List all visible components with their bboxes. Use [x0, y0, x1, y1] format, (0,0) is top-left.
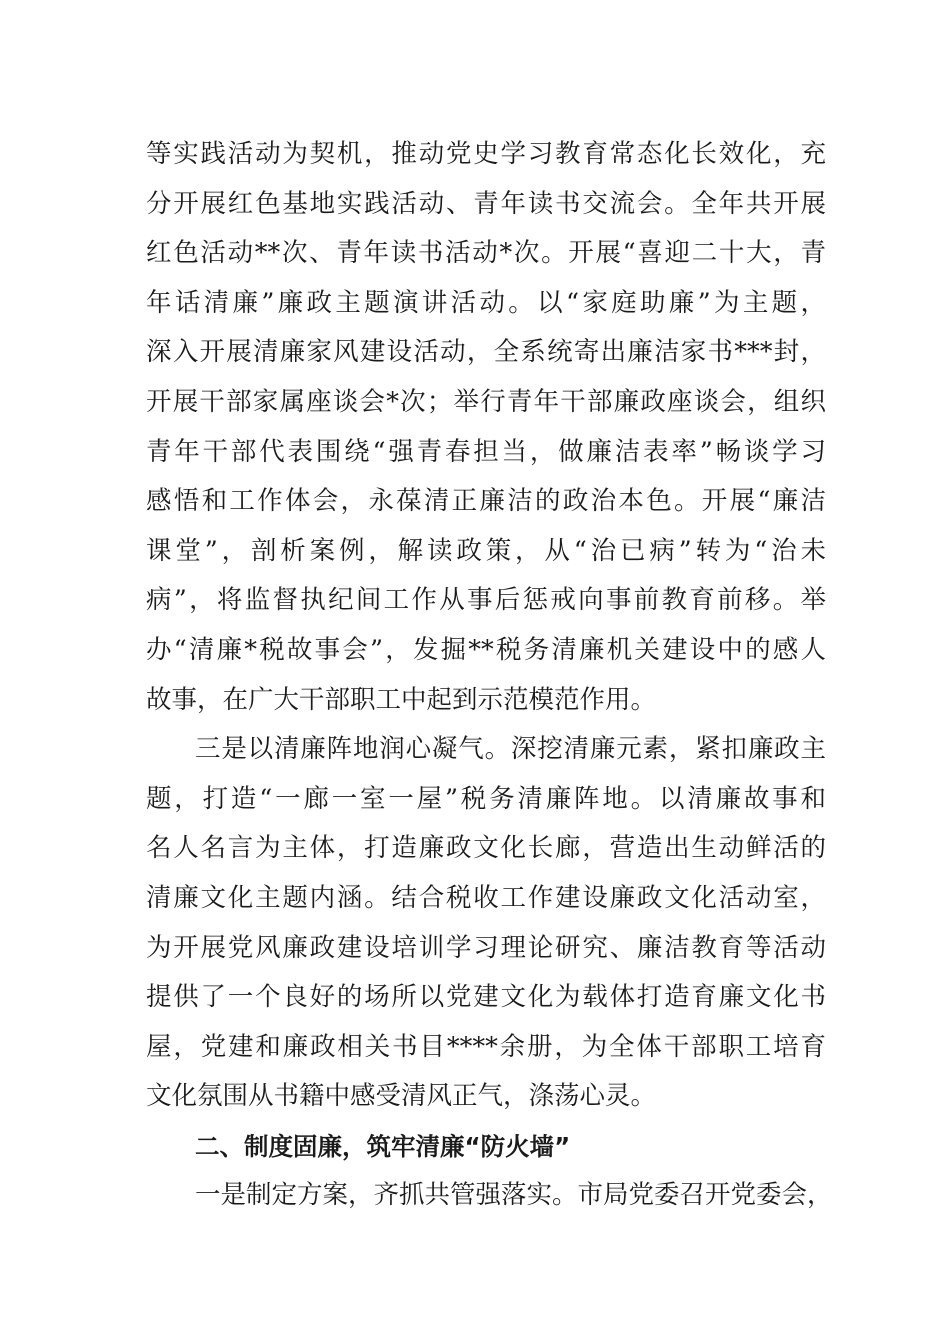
text-line: 深入开展清廉家风建设活动，全系统寄出廉洁家书***封， — [146, 337, 826, 368]
text-line: 名人名言为主体，打造廉政文化长廊，营造出生动鲜活的 — [146, 833, 826, 864]
text-line: 感悟和工作体会，永葆清正廉洁的政治本色。开展“廉洁 — [146, 486, 826, 517]
section-heading — [146, 1122, 826, 1172]
text-line: 红色活动**次、青年读书活动*次。开展“喜迎二十大，青 — [146, 238, 826, 269]
text-line: 屋，党建和廉政相关书目****余册，为全体干部职工培育 — [146, 1031, 826, 1062]
text-line: 文化氛围从书籍中感受清风正气，涤荡心灵。 — [146, 1081, 657, 1112]
text-line: 课堂”，剖析案例，解读政策，从“治已病”转为“治未 — [146, 535, 826, 566]
paragraph-system — [146, 1171, 833, 1221]
text-line: 开展干部家属座谈会*次；举行青年干部廉政座谈会，组织 — [146, 386, 826, 417]
text-line: 等实践活动为契机，推动党史学习教育常态化长效化，充 — [146, 139, 826, 169]
section-heading-text: 二、制度固廉，筑牢清廉“防火墙” — [195, 1131, 571, 1161]
document-body — [146, 130, 833, 1221]
text-line: 题，打造“一廊一室一屋”税务清廉阵地。以清廉故事和 — [146, 783, 826, 814]
text-line: 提供了一个良好的场所以党建文化为载体打造育廉文化书 — [146, 982, 826, 1013]
text-line: 三是以清廉阵地润心凝气。深挖清廉元素，紧扣廉政主 — [195, 734, 826, 765]
text-line: 清廉文化主题内涵。结合税收工作建设廉政文化活动室， — [146, 882, 826, 913]
text-line: 为开展党风廉政建设培训学习理论研究、廉洁教育等活动 — [146, 932, 826, 963]
text-line: 病”，将监督执纪间工作从事后惩戒向事前教育前移。举 — [146, 585, 826, 616]
text-line: 青年干部代表围绕“强青春担当，做廉洁表率”畅谈学习 — [146, 436, 826, 467]
text-line: 办“清廉*税故事会”，发掘**税务清廉机关建设中的感人 — [146, 634, 826, 665]
text-line: 故事，在广大干部职工中起到示范模范作用。 — [146, 684, 657, 715]
text-line: 年话清廉”廉政主题演讲活动。以“家庭助廉”为主题， — [146, 287, 826, 318]
text-line: 一是制定方案，齐抓共管强落实。市局党委召开党委会， — [195, 1180, 833, 1211]
paragraph-continuation — [146, 130, 826, 725]
paragraph-clean-position — [146, 725, 826, 1122]
text-line: 分开展红色基地实践活动、青年读书交流会。全年共开展 — [146, 188, 826, 219]
